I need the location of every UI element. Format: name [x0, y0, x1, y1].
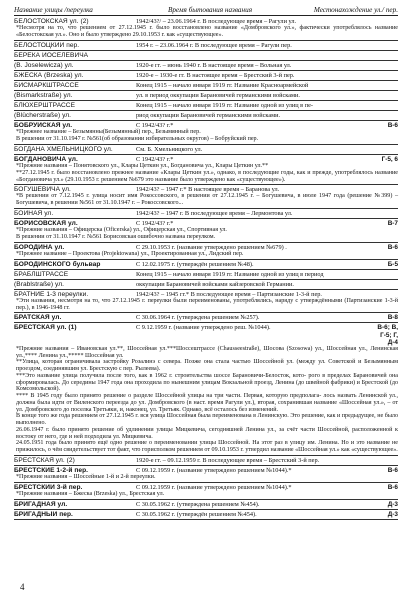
entry-note: *Прежние названия – Ивановская ул.**, Шоссейная ул.***Шоссештрассе (Chausseestraße), Шосова (Szosowa) ул., Шоссейная ул., Ленинская ул.,**** Ленина ул.,***** Шоссейная ул.: [16, 345, 398, 359]
entry-note: **** В 1945 году было принято решение о разделе Шоссейной улицы на три части. Первая, которую предполага- лось назвать Ленинской ул., должна была идти от Виленского переезда до ул. Домбровского (в наст. время Рагули ул.), вторая, сохранившая название «Шоссейная ул.», – от ул. Домбровского до поселка Третьяки, и, наконец, ул. Третьяк. Однако, всё осталось без изменений.: [16, 393, 398, 413]
entry-note: **Улица, которая ограничивала застройку Розалинэ с севера. Позже она стала частью Шоссейной ул. (между ул. Советской и Безымянным проездом, соединявшим ул. Брестскую с пер. Рылеева).: [16, 359, 398, 372]
entry-divider: [14, 312, 398, 313]
street-period: 1920-е гг. – июнь 1940 г. В настоящее время – Вольная ул.: [136, 61, 292, 69]
entry-line: [14, 314, 398, 321]
entry-divider: [14, 144, 398, 145]
entry-divider: [14, 90, 398, 91]
page-number: 4: [20, 582, 25, 592]
entry-divider: [14, 465, 398, 466]
entry-line: [14, 271, 398, 278]
list-item: [14, 62, 398, 71]
street-period: оккупации Барановичей войсками кайзеровской Германии.: [136, 280, 294, 288]
street-name: БОРОДИНА ул.: [14, 243, 65, 251]
entry-divider: [14, 154, 398, 155]
entry-note: *Эти названия, несмотря на то, что 27.12.1945 г. переулки были переименованы, употреблялись, наряду с утверждёнными (Партизанские 1-3-й пер.), в 1946-1948 гг.: [16, 297, 398, 311]
street-name: БРЕСТСКАЯ ул. (2): [14, 456, 75, 464]
street-location: В-6; В, Г-5; Г, Д-4: [377, 324, 398, 346]
entry-line: [14, 261, 398, 268]
list-item: [14, 281, 398, 290]
street-name: БОГДАНА ХМЕЛЬНИЦКОГО ул.: [14, 145, 113, 153]
street-name: (Blücherstraße) ул.: [14, 112, 72, 120]
entry-line: [14, 102, 398, 109]
entry-line: [14, 467, 398, 474]
entry-line: [14, 291, 398, 298]
entry-divider: [14, 322, 398, 323]
street-period: С 30.06.1964 г. (утверждена решением №257).: [136, 314, 260, 322]
street-location: Б-5: [387, 260, 398, 268]
street-period: 1942/43? – 1947 г.* В настоящее время – Баранова ул.: [136, 186, 280, 194]
entry-line: [14, 42, 398, 49]
entry-divider: [14, 120, 398, 121]
street-period: С 1942/43? г.*: [136, 156, 174, 164]
entry-line: [14, 511, 398, 518]
street-name: БОЙНАЯ ул.: [14, 209, 54, 217]
street-period: риод оккупации Барановичей германскими войсками.: [136, 112, 281, 120]
list-item: [14, 210, 398, 219]
street-period: С 09.12.1959 г. (название утверждено решением №1044).*: [136, 483, 292, 491]
street-location: Д-3: [387, 510, 398, 518]
street-location: В-6: [387, 466, 398, 474]
list-item: [14, 102, 398, 111]
street-location: В-6: [387, 243, 398, 251]
entry-line: [14, 82, 398, 89]
entry-divider: [14, 70, 398, 71]
entry-line: [14, 457, 398, 464]
entry-line: [14, 244, 398, 251]
street-period: 1942/43?/ – 23.06.1964 г. В последующее время – Рагули ул.: [136, 18, 297, 25]
entry-note: В конце того же года решением от 27.12.1945 г. вся улица Шоссейная была переименована в Ленинскую. Это решение, как и предыдущее, не было выполнено.: [16, 413, 398, 426]
street-location: В-6: [387, 122, 398, 130]
street-name: БРАБЛШТРАССЕ: [14, 270, 69, 278]
document-page: [14, 6, 398, 521]
street-location: В-8: [387, 314, 398, 322]
street-name: (Bismarkstraße) ул.: [14, 92, 73, 100]
list-item: [14, 122, 398, 145]
entry-divider: [14, 184, 398, 185]
entry-note: *Прежние названия – Понятовского ул., Клары Цеткин ул., Богдановича ул., Клары Цеткин ул.**: [16, 163, 269, 170]
list-item: [14, 467, 398, 483]
entry-divider: [14, 289, 398, 290]
entry-divider: [14, 509, 398, 510]
street-location: Д-3: [387, 500, 398, 508]
street-period: 1942/43? – 1945 гг.* В последующее время – Партизанские 1-3-й пер.: [136, 290, 323, 298]
entry-note: *Прежнее название – Проектова (Projektowana) ул., Проектированная ул., Лидский пер.: [16, 250, 244, 257]
entry-note: *Прежние названия – Офицерска (Oficerska) ул., Офицерская ул., Спортивная ул.: [16, 227, 227, 234]
list-item: [14, 156, 398, 185]
entry-divider: [14, 60, 398, 61]
list-item: [14, 146, 398, 155]
street-period: Конец 1915 – начало января 1919 гг. Название одной из улиц в пе-: [136, 102, 313, 110]
entry-note: В решении от 31.10.1947 г. №561 Борисовская ошибочно названа переулком.: [16, 233, 216, 240]
entry-divider: [14, 80, 398, 81]
list-item: [14, 457, 398, 466]
street-name: БЕЛОСТОКСКАЯ ул. (2): [14, 18, 89, 25]
street-name: БРАТСКАЯ ул.: [14, 314, 62, 322]
list-item: [14, 220, 398, 243]
entry-divider: [14, 499, 398, 500]
entry-divider: [14, 242, 398, 243]
street-period: С 1942/43? г.*: [136, 220, 174, 228]
list-item: [14, 324, 398, 455]
street-period: С 09.12.1959 г. (название утверждено решением №1044).*: [136, 466, 292, 474]
entry-line: [14, 324, 398, 345]
street-name: БЕРЕКА ЙОСЕЛЕВИЧА: [14, 51, 89, 59]
street-period: Конец 1915 – начало января 1919 гг. Название Красноармейской: [136, 81, 309, 89]
list-item: [14, 52, 398, 61]
list-item: [14, 186, 398, 209]
list-item: [14, 261, 398, 270]
street-period: С 9.12.1959 г. (название утверждено реш. №1044).: [136, 324, 271, 332]
street-name: БОБРУЙСКАЯ ул.: [14, 122, 73, 130]
list-item: [14, 271, 398, 280]
entry-note: *Прежнее название – Безымянны(Безымянный) пер., Безымянный пер.: [16, 129, 201, 136]
street-name: (Brablstraße) ул.: [14, 280, 64, 288]
street-period: См. Б. Хмельницкого ул.: [136, 145, 203, 153]
entry-divider: [14, 100, 398, 101]
entry-divider: [14, 110, 398, 111]
street-period: 1954 г. – 23.06.1964 г. В последующее время – Рагули пер.: [136, 41, 292, 49]
street-period: С 30.05.1962 г. (утверждена решением №454).: [136, 500, 260, 508]
list-item: [14, 511, 398, 520]
entry-divider: [14, 50, 398, 51]
list-item: [14, 72, 398, 81]
street-period: ул. в период оккупации Барановичей германскими войсками.: [136, 92, 300, 100]
street-name: БРЕСТСКАЯ ул. (1): [14, 324, 77, 332]
entry-divider: [14, 259, 398, 260]
list-item: [14, 501, 398, 510]
entry-line: [14, 112, 398, 119]
street-location: В-6: [387, 483, 398, 491]
list-item: [14, 112, 398, 121]
street-name: БРИГАДНЫЙ пер.: [14, 510, 73, 518]
entry-divider: [14, 208, 398, 209]
list-item: [14, 244, 398, 260]
street-period: С 12.02.1975 г. (утверждён решением №48).: [136, 260, 254, 268]
street-period: 1942/43? – 1947 г. В последующее время – Лермонтова ул.: [136, 209, 293, 217]
street-name: БЕЛОСТОЦКИЙ пер.: [14, 41, 80, 49]
list-item: [14, 314, 398, 323]
street-name: (B. Joselewicza) ул.: [14, 61, 74, 69]
entry-line: [14, 281, 398, 288]
street-name: БОГДАНОВИЧА ул.: [14, 156, 78, 164]
header-location: Местонахождение ул./ пер.: [313, 6, 398, 14]
list-item: [14, 42, 398, 51]
entry-list: [14, 18, 398, 520]
street-period: С 1942/43? г.*: [136, 122, 174, 130]
list-item: [14, 92, 398, 101]
entry-note: *Прежние названия – Бжеска (Brzeska) ул., Брестская ул.: [16, 490, 165, 497]
street-name: БОРИСОВСКАЯ ул.: [14, 220, 78, 228]
street-period: С 29.10.1953 г. (название утверждено решением №679) .: [136, 243, 287, 251]
entry-line: [14, 92, 398, 99]
header-period: Время бытования названия: [167, 6, 253, 14]
street-period: Конец 1915 – начало января 1919 гг. Название одной из улиц в период: [136, 270, 324, 278]
table-header: [14, 6, 398, 16]
entry-line: [14, 146, 398, 153]
street-name: БРАТНИЕ 1-3 переулки.: [14, 290, 89, 298]
street-period: 1920-е – 1930-е гг. В настоящее время – Брестский 3-й пер.: [136, 71, 295, 79]
entry-line: [14, 156, 398, 163]
street-name: БРЕСТСКИЕ 1-2-й пер.: [14, 466, 89, 474]
list-item: [14, 18, 398, 41]
street-name: БОГУШЕВИЧА ул.: [14, 186, 71, 194]
entry-note: *Несмотря на то, что решением от 27.12.1945 г. было восстановлено название «Домбровского ул.», фактически употреблялось название «Белостокская ул.». Оно и было утверждено 29.10.1953 г. как «существующее».: [16, 25, 398, 38]
street-period: С 30.05.1962 г. (утверждён решением №454).: [136, 510, 257, 518]
street-name: БОРОДИНСКОГО бульвар: [14, 260, 101, 268]
list-item: [14, 484, 398, 500]
header-street-name: Название улицы /переулка: [14, 6, 93, 14]
entry-divider: [14, 455, 398, 456]
street-name: БЖЕСКА (Brzeska) ул.: [14, 71, 84, 79]
street-name: БРИГАДНАЯ ул.: [14, 500, 68, 508]
entry-line: [14, 62, 398, 69]
entry-note: *В решении от 7.12.1945 г. улица носит имя Рокоссовского, в решении от 27.12.1945 г. – Богушевича, в июле 1947 года (решение №399) – Богушевича, в решении №561 от 31.10.1947 г. – Рокоссовского...: [16, 193, 398, 207]
entry-line: [14, 52, 398, 59]
street-location: В-7: [387, 220, 398, 228]
entry-note: *Прежние названия – Шоссейные 1-й и 2-й переулки.: [16, 473, 156, 480]
entry-note: 26.06.1947 г. было принято решение об удлинении улицы Мицкевича, сегодняшней Ленина ул., за счёт части Шоссейной, расположенной к востоку от него, где и ней подходила ул. Мицкевича.: [16, 426, 398, 440]
entry-divider: [14, 279, 398, 280]
entry-note: ***Это название улица получила после того, как в 1962 г. строительства шоссе Барановичи-Белосток, кото- рого в пределах Барановичей она сформировалась. До середины 1947 года она проходила по нынешним улицам Вокзальной проезд, Ленина (до швейной фабрики) и Брестской (до Комсомольской).: [16, 372, 398, 393]
street-name: БЛЮХЕРШТРАССЕ: [14, 102, 76, 110]
street-name: БРЕСТСКИЙ 3-й пер.: [14, 483, 83, 491]
entry-line: [14, 210, 398, 217]
street-location: Г-5, 6: [381, 156, 398, 164]
entry-note: В решении от 31.10.1947 г. №561(об образовании избирательных округов) – Бобруйский пер.: [16, 136, 259, 143]
entry-divider: [14, 519, 398, 520]
entry-divider: [14, 482, 398, 483]
entry-line: [14, 501, 398, 508]
entry-line: [14, 484, 398, 491]
entry-note: 24.05.1951 года было принято ещё одно решение о переименовании улицы Шоссейной. На этот раз в улицу им. Ленина. Но и это название не прижилось, о чём свидетельствует тот факт, что горисполком решением от 09.10.1953 г. утвердил название «Шоссейная ул.» как «существующее».: [16, 440, 398, 453]
entry-divider: [14, 269, 398, 270]
list-item: [14, 291, 398, 314]
entry-divider: [14, 40, 398, 41]
street-period: 1920-е гг. – 09.12.1959 г. В последующее время – Брестский 3-й пер.: [136, 456, 320, 464]
list-item: [14, 82, 398, 91]
entry-note: **27.12.1945 г. было восстановлено прежнее название «Клары Цеткин ул.», однако, в последующие годы, как и прежде, употреблялось название «Богдановича ул.» (29.10.1953 г. решением №679 это название было утверждено как «существующее»).: [16, 169, 398, 183]
entry-divider: [14, 218, 398, 219]
street-name: БИСМАРКШТРАССЕ: [14, 81, 79, 89]
entry-line: [14, 72, 398, 79]
